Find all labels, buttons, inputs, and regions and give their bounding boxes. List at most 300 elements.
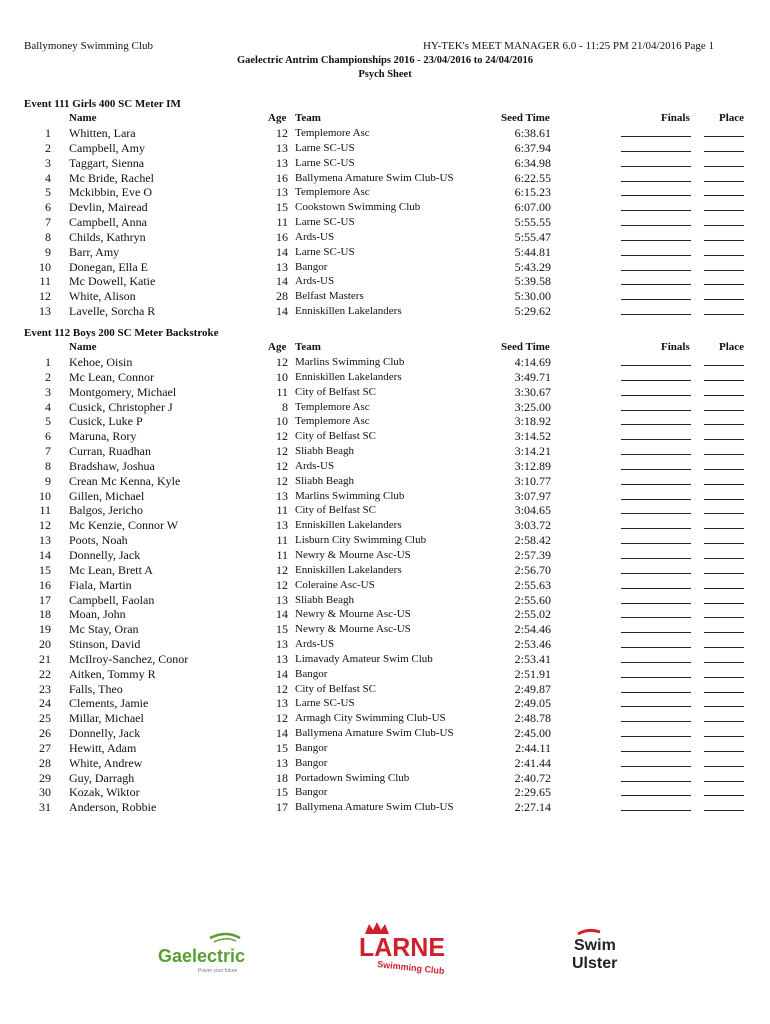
place-blank-line bbox=[704, 518, 744, 529]
swimmer-name: Whitten, Lara bbox=[69, 126, 136, 140]
swimmer-team: Larne SC-US bbox=[295, 156, 355, 169]
swimmer-team: Larne SC-US bbox=[295, 141, 355, 154]
entry-row bbox=[24, 370, 754, 385]
seed-time: 3:14.52 bbox=[514, 429, 551, 444]
larne-swimming-club-logo bbox=[355, 920, 450, 980]
place-blank-line bbox=[704, 667, 744, 678]
finals-blank-line bbox=[621, 800, 691, 811]
place-blank-line bbox=[704, 304, 744, 315]
finals-blank-line bbox=[621, 785, 691, 796]
swimmer-team: Ballymena Amature Swim Club-US bbox=[295, 801, 454, 814]
finals-blank-line bbox=[621, 289, 691, 300]
swimmer-age: 14 bbox=[276, 304, 288, 319]
swimmer-team: Sliabh Beagh bbox=[295, 474, 354, 487]
swimmer-age: 12 bbox=[276, 126, 288, 140]
swimmer-age: 11 bbox=[276, 384, 288, 399]
entry-rank: 24 bbox=[39, 696, 51, 711]
finals-blank-line bbox=[621, 171, 691, 182]
swimmer-name: Millar, Michael bbox=[69, 711, 144, 726]
place-blank-line bbox=[704, 607, 744, 618]
swimmer-team: Enniskillen Lakelanders bbox=[295, 370, 402, 383]
finals-blank-line bbox=[621, 230, 691, 241]
swimmer-name: McIlroy-Sanchez, Conor bbox=[69, 651, 189, 666]
swimmer-name: Guy, Darragh bbox=[69, 770, 135, 785]
swimmer-age: 14 bbox=[276, 726, 288, 741]
swimmer-name: Gillen, Michael bbox=[69, 488, 145, 503]
seed-time: 2:54.46 bbox=[514, 622, 551, 637]
seed-time: 5:43.29 bbox=[514, 259, 551, 274]
entry-rank: 23 bbox=[39, 681, 51, 696]
swimmer-age: 28 bbox=[276, 289, 288, 304]
place-blank-line bbox=[704, 370, 744, 381]
entry-row bbox=[24, 622, 754, 637]
swimmer-age: 14 bbox=[276, 666, 288, 681]
finals-blank-line bbox=[621, 385, 691, 396]
swimmer-age: 13 bbox=[276, 651, 288, 666]
swimmer-team: Newry & Mourne Asc-US bbox=[295, 548, 411, 561]
seed-time: 6:07.00 bbox=[514, 200, 551, 215]
finals-blank-line bbox=[621, 370, 691, 381]
seed-time: 5:39.58 bbox=[514, 274, 551, 289]
entry-rank: 6 bbox=[45, 429, 51, 444]
swimmer-team: Lisburn City Swimming Club bbox=[295, 534, 427, 547]
seed-time: 6:38.61 bbox=[514, 126, 551, 140]
swimmer-team: Larne SC-US bbox=[295, 245, 355, 258]
page-title: Gaelectric Antrim Championships 2016 - 23/04/2016 to 24/04/2016 bbox=[236, 55, 534, 66]
swimmer-name: Cusick, Christopher J bbox=[69, 399, 173, 414]
entry-row bbox=[24, 171, 754, 186]
swimmer-team: Marlins Swimming Club bbox=[295, 489, 405, 502]
entry-rank: 12 bbox=[39, 518, 51, 533]
swimmer-team: Bangor bbox=[295, 741, 328, 754]
entry-row bbox=[24, 355, 754, 370]
swimmer-team: Belfast Masters bbox=[295, 290, 364, 303]
entry-row bbox=[24, 726, 754, 741]
entry-row bbox=[24, 260, 754, 275]
page-subtitle: Psych Sheet bbox=[358, 69, 412, 80]
swimmer-team: Enniskillen Lakelanders bbox=[295, 563, 402, 576]
finals-blank-line bbox=[621, 652, 691, 663]
swimmer-team: Coleraine Asc-US bbox=[295, 578, 375, 591]
entry-rank: 7 bbox=[45, 215, 51, 230]
swimmer-age: 12 bbox=[276, 577, 288, 592]
finals-blank-line bbox=[621, 260, 691, 271]
entry-rank: 29 bbox=[39, 770, 51, 785]
entry-rank: 3 bbox=[45, 384, 51, 399]
finals-blank-line bbox=[621, 126, 691, 137]
entry-rank: 4 bbox=[45, 170, 51, 185]
swimmer-name: Childs, Kathryn bbox=[69, 229, 146, 244]
place-blank-line bbox=[704, 652, 744, 663]
seed-time: 5:55.47 bbox=[514, 229, 551, 244]
swimmer-name: Crean Mc Kenna, Kyle bbox=[69, 473, 181, 488]
entry-row bbox=[24, 800, 754, 815]
swimmer-age: 14 bbox=[276, 607, 288, 622]
seed-time: 5:29.62 bbox=[514, 304, 551, 319]
swimmer-age: 11 bbox=[276, 533, 288, 548]
place-blank-line bbox=[704, 414, 744, 425]
place-blank-line bbox=[704, 260, 744, 271]
swimmer-team: Ards-US bbox=[295, 638, 335, 651]
seed-time: 2:55.60 bbox=[514, 592, 551, 607]
place-blank-line bbox=[704, 459, 744, 470]
seed-time: 3:10.77 bbox=[514, 473, 551, 488]
swimmer-team: Bangor bbox=[295, 667, 328, 680]
place-blank-line bbox=[704, 444, 744, 455]
swimmer-age: 10 bbox=[276, 414, 288, 429]
place-blank-line bbox=[704, 200, 744, 211]
entry-row bbox=[24, 474, 754, 489]
seed-time: 2:55.02 bbox=[514, 607, 551, 622]
swimmer-team: Larne SC-US bbox=[295, 697, 355, 710]
place-blank-line bbox=[704, 274, 744, 285]
column-header-place: Place bbox=[719, 112, 745, 124]
seed-time: 2:27.14 bbox=[514, 800, 551, 815]
place-blank-line bbox=[704, 474, 744, 485]
swimmer-name: Mckibbin, Eve O bbox=[69, 185, 152, 200]
entry-row bbox=[24, 385, 754, 400]
place-blank-line bbox=[704, 171, 744, 182]
swimmer-team: Portadown Swiming Club bbox=[295, 771, 410, 784]
entry-rank: 17 bbox=[39, 592, 51, 607]
swimmer-name: Anderson, Robbie bbox=[69, 800, 157, 815]
swimmer-age: 11 bbox=[276, 503, 288, 518]
swimmer-age: 15 bbox=[276, 740, 288, 755]
place-blank-line bbox=[704, 289, 744, 300]
swimmer-team: Larne SC-US bbox=[295, 216, 355, 229]
finals-blank-line bbox=[621, 444, 691, 455]
swimmer-age: 13 bbox=[276, 755, 288, 770]
finals-blank-line bbox=[621, 215, 691, 226]
swim-ulster-logo bbox=[570, 928, 630, 978]
place-blank-line bbox=[704, 741, 744, 752]
header-club: Ballymoney Swimming Club bbox=[24, 40, 153, 52]
entry-row bbox=[24, 245, 754, 260]
entry-rank: 10 bbox=[39, 259, 51, 274]
finals-blank-line bbox=[621, 741, 691, 752]
place-blank-line bbox=[704, 682, 744, 693]
seed-time: 3:30.67 bbox=[514, 384, 551, 399]
swimmer-age: 16 bbox=[276, 229, 288, 244]
swimmer-name: White, Andrew bbox=[69, 755, 143, 770]
swimmer-name: Taggart, Sienna bbox=[69, 155, 145, 170]
entry-row bbox=[24, 667, 754, 682]
entry-rank: 26 bbox=[39, 726, 51, 741]
entry-row bbox=[24, 304, 754, 319]
swimmer-age: 13 bbox=[276, 140, 288, 155]
finals-blank-line bbox=[621, 141, 691, 152]
swimmer-team: Ards-US bbox=[295, 275, 335, 288]
place-blank-line bbox=[704, 593, 744, 604]
finals-blank-line bbox=[621, 489, 691, 500]
swimmer-team: City of Belfast SC bbox=[295, 385, 376, 398]
entry-row bbox=[24, 215, 754, 230]
gaelectric-tagline: Power your future bbox=[198, 968, 238, 974]
swimmer-age: 10 bbox=[276, 369, 288, 384]
entry-row bbox=[24, 756, 754, 771]
swimmer-team: Cookstown Swimming Club bbox=[295, 201, 421, 214]
entry-row bbox=[24, 578, 754, 593]
seed-time: 2:58.42 bbox=[514, 533, 551, 548]
finals-blank-line bbox=[621, 711, 691, 722]
entry-rank: 1 bbox=[45, 355, 51, 369]
swimmer-age: 13 bbox=[276, 185, 288, 200]
entry-row bbox=[24, 185, 754, 200]
seed-time: 2:41.44 bbox=[514, 755, 551, 770]
place-blank-line bbox=[704, 548, 744, 559]
entry-rank: 14 bbox=[39, 547, 51, 562]
column-header-place: Place bbox=[719, 341, 745, 353]
place-blank-line bbox=[704, 637, 744, 648]
place-blank-line bbox=[704, 429, 744, 440]
swimmer-age: 13 bbox=[276, 488, 288, 503]
place-blank-line bbox=[704, 800, 744, 811]
finals-blank-line bbox=[621, 696, 691, 707]
swimmer-name: Maruna, Rory bbox=[69, 429, 137, 444]
place-blank-line bbox=[704, 503, 744, 514]
swimmer-team: Sliabh Beagh bbox=[295, 593, 354, 606]
entry-row bbox=[24, 548, 754, 563]
seed-time: 2:51.91 bbox=[514, 666, 551, 681]
swimmer-team: Marlins Swimming Club bbox=[295, 356, 405, 368]
column-header-seed: Seed Time bbox=[501, 112, 550, 124]
seed-time: 2:45.00 bbox=[514, 726, 551, 741]
swimmer-name: Mc Dowell, Katie bbox=[69, 274, 156, 289]
entry-rank: 6 bbox=[45, 200, 51, 215]
column-header-age: Age bbox=[268, 112, 287, 124]
entry-row bbox=[24, 274, 754, 289]
swimmer-name: Donnelly, Jack bbox=[69, 547, 141, 562]
seed-time: 2:40.72 bbox=[514, 770, 551, 785]
swimmer-name: Campbell, Amy bbox=[69, 140, 145, 155]
swimmer-name: Kehoe, Oisin bbox=[69, 355, 133, 369]
entry-row bbox=[24, 414, 754, 429]
finals-blank-line bbox=[621, 459, 691, 470]
entry-rank: 15 bbox=[39, 562, 51, 577]
swimmer-team: Bangor bbox=[295, 786, 328, 799]
column-header-name: Name bbox=[69, 341, 97, 353]
place-blank-line bbox=[704, 215, 744, 226]
swimmer-name: Mc Lean, Brett A bbox=[69, 562, 153, 577]
entry-rank: 25 bbox=[39, 711, 51, 726]
swimmer-name: Moan, John bbox=[69, 607, 126, 622]
swimmer-age: 13 bbox=[276, 259, 288, 274]
seed-time: 2:48.78 bbox=[514, 711, 551, 726]
swimmer-name: Falls, Theo bbox=[69, 681, 123, 696]
swimmer-name: Donnelly, Jack bbox=[69, 726, 141, 741]
swimmer-name: Poots, Noah bbox=[69, 533, 128, 548]
seed-time: 2:29.65 bbox=[514, 785, 551, 800]
place-blank-line bbox=[704, 785, 744, 796]
swimmer-team: Newry & Mourne Asc-US bbox=[295, 623, 411, 636]
place-blank-line bbox=[704, 711, 744, 722]
finals-blank-line bbox=[621, 304, 691, 315]
swim-ulster-line2: Ulster bbox=[572, 955, 618, 972]
seed-time: 5:44.81 bbox=[514, 244, 551, 259]
entry-row bbox=[24, 489, 754, 504]
swimmer-team: Ards-US bbox=[295, 459, 335, 472]
entry-row bbox=[24, 141, 754, 156]
finals-blank-line bbox=[621, 185, 691, 196]
place-blank-line bbox=[704, 355, 744, 366]
swimmer-age: 13 bbox=[276, 518, 288, 533]
finals-blank-line bbox=[621, 200, 691, 211]
column-header-seed: Seed Time bbox=[501, 341, 550, 353]
seed-time: 2:49.87 bbox=[514, 681, 551, 696]
seed-time: 2:53.46 bbox=[514, 637, 551, 652]
event-section bbox=[24, 97, 754, 319]
entry-rank: 10 bbox=[39, 488, 51, 503]
finals-blank-line bbox=[621, 474, 691, 485]
entry-row bbox=[24, 741, 754, 756]
swimmer-name: Curran, Ruadhan bbox=[69, 444, 151, 459]
swimmer-age: 12 bbox=[276, 473, 288, 488]
seed-time: 2:53.41 bbox=[514, 651, 551, 666]
swimmer-age: 12 bbox=[276, 429, 288, 444]
entry-rank: 27 bbox=[39, 740, 51, 755]
entry-row bbox=[24, 459, 754, 474]
entry-rank: 16 bbox=[39, 577, 51, 592]
event-title: Event 112 Boys 200 SC Meter Backstroke bbox=[24, 327, 219, 339]
swimmer-team: City of Belfast SC bbox=[295, 504, 376, 517]
seed-time: 3:12.89 bbox=[514, 458, 551, 473]
swimmer-age: 12 bbox=[276, 355, 288, 369]
entry-rank: 11 bbox=[39, 274, 51, 289]
swimmer-age: 13 bbox=[276, 637, 288, 652]
swimmer-age: 14 bbox=[276, 244, 288, 259]
swimmer-team: Enniskillen Lakelanders bbox=[295, 305, 402, 318]
swimmer-age: 17 bbox=[276, 800, 288, 815]
place-blank-line bbox=[704, 756, 744, 767]
larne-wordmark: LARNE bbox=[359, 932, 445, 962]
seed-time: 2:55.63 bbox=[514, 577, 551, 592]
swimmer-name: Aitken, Tommy R bbox=[69, 666, 156, 681]
column-header-age: Age bbox=[268, 341, 287, 353]
entry-rank: 28 bbox=[39, 755, 51, 770]
seed-time: 2:57.39 bbox=[514, 547, 551, 562]
swimmer-age: 8 bbox=[282, 399, 288, 414]
swimmer-age: 15 bbox=[276, 200, 288, 215]
gaelectric-wordmark: Gaelectric bbox=[158, 946, 246, 966]
entry-rank: 3 bbox=[45, 155, 51, 170]
entry-row bbox=[24, 637, 754, 652]
swimmer-age: 13 bbox=[276, 155, 288, 170]
swimmer-team: Templemore Asc bbox=[295, 415, 370, 428]
finals-blank-line bbox=[621, 578, 691, 589]
entry-row bbox=[24, 563, 754, 578]
entry-rank: 9 bbox=[45, 244, 51, 259]
swimmer-team: Bangor bbox=[295, 756, 328, 769]
swim-ulster-line1: Swim bbox=[574, 937, 616, 954]
swimmer-age: 13 bbox=[276, 592, 288, 607]
event-section bbox=[24, 326, 754, 815]
seed-time: 2:49.05 bbox=[514, 696, 551, 711]
swimmer-name: Mc Bride, Rachel bbox=[69, 170, 154, 185]
swimmer-name: Cusick, Luke P bbox=[69, 414, 143, 429]
swimmer-name: White, Alison bbox=[69, 289, 136, 304]
header-software: HY-TEK's MEET MANAGER 6.0 - 11:25 PM 21/04/2016 Page 1 bbox=[422, 40, 714, 52]
entry-rank: 4 bbox=[45, 399, 51, 414]
swimmer-name: Hewitt, Adam bbox=[69, 740, 137, 755]
place-blank-line bbox=[704, 156, 744, 167]
swimmer-name: Kozak, Wiktor bbox=[69, 785, 140, 800]
entry-row bbox=[24, 156, 754, 171]
entry-rank: 18 bbox=[39, 607, 51, 622]
swimmer-age: 12 bbox=[276, 458, 288, 473]
entry-row bbox=[24, 518, 754, 533]
seed-time: 3:25.00 bbox=[514, 399, 551, 414]
swimmer-team: Ballymena Amature Swim Club-US bbox=[295, 727, 454, 740]
finals-blank-line bbox=[621, 607, 691, 618]
entry-rank: 30 bbox=[39, 785, 51, 800]
place-blank-line bbox=[704, 185, 744, 196]
place-blank-line bbox=[704, 489, 744, 500]
seed-time: 2:44.11 bbox=[515, 740, 551, 755]
swimmer-age: 15 bbox=[276, 622, 288, 637]
finals-blank-line bbox=[621, 637, 691, 648]
entry-rank: 9 bbox=[45, 473, 51, 488]
entry-row bbox=[24, 682, 754, 697]
entry-rank: 12 bbox=[39, 289, 51, 304]
swimmer-age: 11 bbox=[276, 215, 288, 230]
entry-row bbox=[24, 533, 754, 548]
entry-row bbox=[24, 444, 754, 459]
swimmer-age: 12 bbox=[276, 681, 288, 696]
swimmer-name: Fiala, Martin bbox=[69, 577, 132, 592]
entry-row bbox=[24, 126, 754, 141]
entry-rank: 31 bbox=[39, 800, 51, 815]
entry-rank: 7 bbox=[45, 444, 51, 459]
swimmer-team: Armagh City Swimming Club-US bbox=[295, 712, 446, 725]
entry-rank: 13 bbox=[39, 533, 51, 548]
swimmer-name: Donegan, Ella E bbox=[69, 259, 148, 274]
finals-blank-line bbox=[621, 682, 691, 693]
finals-blank-line bbox=[621, 156, 691, 167]
finals-blank-line bbox=[621, 400, 691, 411]
place-blank-line bbox=[704, 563, 744, 574]
swimmer-age: 15 bbox=[276, 785, 288, 800]
entry-row bbox=[24, 503, 754, 518]
place-blank-line bbox=[704, 126, 744, 137]
swimmer-team: City of Belfast SC bbox=[295, 430, 376, 443]
entry-row bbox=[24, 289, 754, 304]
place-blank-line bbox=[704, 385, 744, 396]
seed-time: 3:14.21 bbox=[514, 444, 551, 459]
swimmer-name: Bradshaw, Joshua bbox=[69, 458, 155, 473]
column-header-team: Team bbox=[295, 112, 321, 124]
swimmer-team: Templemore Asc bbox=[295, 400, 370, 413]
swimmer-name: Stinson, David bbox=[69, 637, 141, 652]
finals-blank-line bbox=[621, 503, 691, 514]
place-blank-line bbox=[704, 726, 744, 737]
seed-time: 3:07.97 bbox=[514, 488, 551, 503]
swimmer-name: Montgomery, Michael bbox=[69, 384, 177, 399]
place-blank-line bbox=[704, 578, 744, 589]
swimmer-name: Clements, Jamie bbox=[69, 696, 149, 711]
swimmer-team: Newry & Mourne Asc-US bbox=[295, 608, 411, 621]
entry-rank: 2 bbox=[45, 369, 51, 384]
column-header-row bbox=[24, 111, 754, 126]
finals-blank-line bbox=[621, 518, 691, 529]
seed-time: 6:22.55 bbox=[514, 170, 551, 185]
swimmer-name: Lavelle, Sorcha R bbox=[69, 304, 156, 319]
finals-blank-line bbox=[621, 622, 691, 633]
entry-rank: 19 bbox=[39, 622, 51, 637]
swimmer-name: Campbell, Faolan bbox=[69, 592, 155, 607]
finals-blank-line bbox=[621, 274, 691, 285]
entry-rank: 8 bbox=[45, 458, 51, 473]
swimmer-team: City of Belfast SC bbox=[295, 682, 376, 695]
